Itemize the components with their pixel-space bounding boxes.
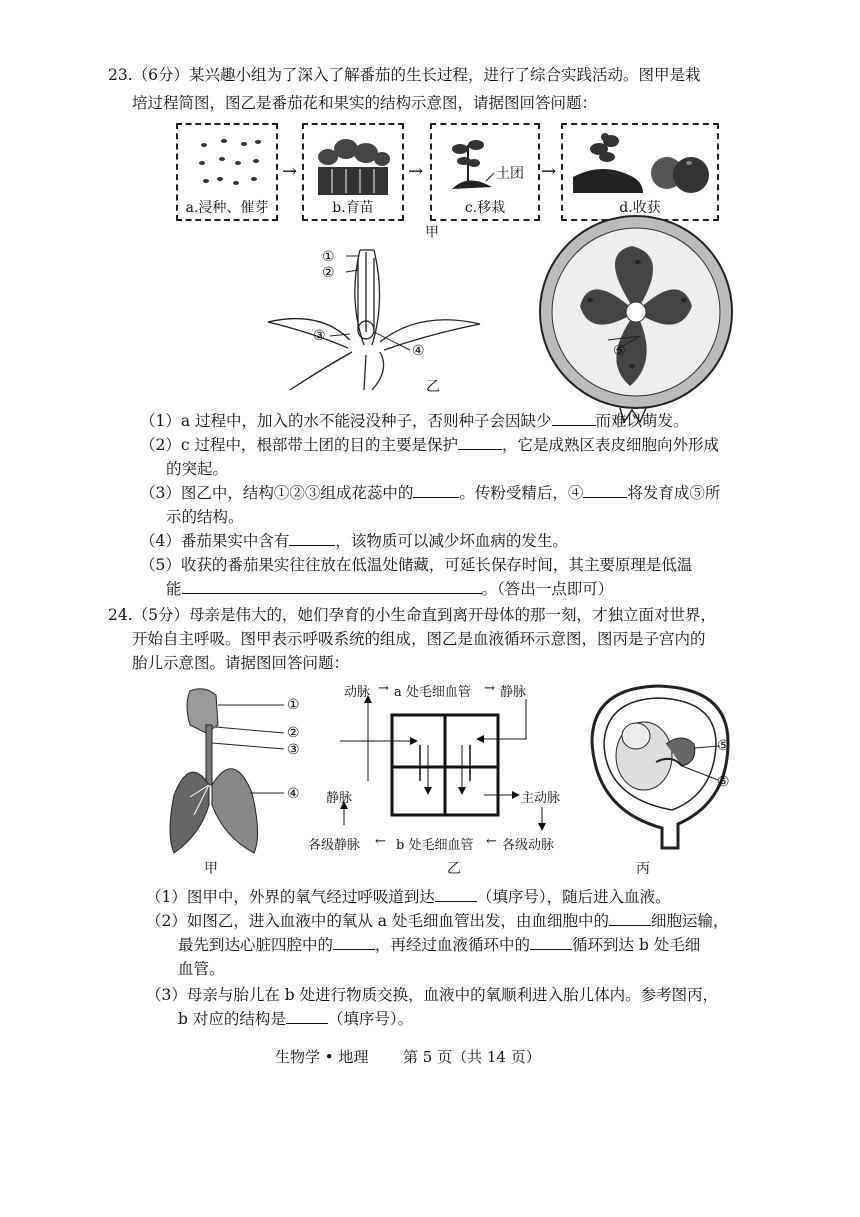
figure-bing-label: 丙	[636, 861, 650, 877]
q23-sub5-cont: 能 。（答出一点即可）	[166, 580, 614, 598]
q24-sub1: （1）图甲中，外界的氧气经过呼吸道到达 （填序号），随后进入血液。	[146, 888, 671, 906]
answer-blank[interactable]	[609, 911, 651, 926]
circ-top-left: 动脉	[344, 685, 371, 700]
resp-marker-1: ①	[287, 697, 300, 713]
seedling-tray-illustration	[304, 127, 402, 199]
arrow-icon: →	[408, 161, 424, 182]
q23-header: 23.（6分）某兴趣小组为了深入了解番茄的生长过程，进行了综合实践活动。图甲是栽	[108, 66, 701, 84]
footer-subject: 生物学 • 地理	[275, 1048, 369, 1066]
circ-bot-left: 各级静脉	[308, 838, 361, 853]
step-a-caption: a.浸种、催芽	[185, 200, 269, 216]
marker-2: ②	[322, 265, 335, 281]
answer-blank[interactable]	[552, 411, 596, 426]
q23-sub3-cont: 示的结构。	[166, 508, 244, 526]
answer-blank[interactable]	[435, 887, 477, 902]
answer-blank[interactable]	[289, 531, 335, 546]
answer-blank[interactable]	[413, 483, 459, 498]
answer-blank[interactable]	[458, 435, 502, 450]
q23-sub2: （2）c 过程中，根部带土团的目的主要是保护 ，它是成熟区表皮细胞向外形成	[140, 436, 719, 454]
arrow-icon: →	[282, 161, 298, 182]
resp-marker-3: ③	[287, 742, 300, 758]
step-b-caption: b.育苗	[332, 200, 374, 216]
q23-sub4: （4）番茄果实中含有 ，该物质可以减少坏血病的发生。	[140, 532, 568, 550]
seeds-illustration	[178, 129, 276, 199]
answer-blank[interactable]	[333, 935, 375, 950]
circ-bot-mid: b 处毛细血管	[396, 838, 474, 853]
step-d-caption: d.收获	[619, 200, 661, 216]
arrow-icon: →	[484, 681, 495, 696]
q23-sub5: （5）收获的番茄果实往往放在低温处储藏，可延长保存时间，其主要原理是低温	[140, 556, 693, 574]
arrow-icon: →	[378, 681, 389, 696]
q24-sub2: （2）如图乙，进入血液中的氧从 a 处毛细血管出发，由血细胞中的 细胞运输，	[146, 912, 729, 930]
answer-blank[interactable]	[286, 1009, 328, 1024]
q24-sub2-cont: 最先到达心脏四腔中的 ，再经过血液循环中的 循环到达 b 处毛细	[178, 936, 701, 954]
q24-sub3: （3）母亲与胎儿在 b 处进行物质交换，血液中的氧顺利进入胎儿体内。参考图丙，	[146, 986, 719, 1004]
answer-blank[interactable]	[530, 935, 572, 950]
resp-marker-4: ④	[287, 786, 300, 802]
q24-sub3-cont: b 对应的结构是 （填序号）。	[178, 1010, 414, 1028]
marker-5: ⑤	[613, 343, 626, 359]
marker-4: ④	[412, 343, 425, 359]
figure-jia-label: 甲	[425, 225, 439, 241]
circ-bot-right: 各级动脉	[502, 838, 555, 853]
flower-fruit-illustration	[260, 240, 780, 390]
circ-top-right: 静脉	[500, 685, 527, 700]
fetus-uterus-illustration	[582, 682, 742, 852]
resp-marker-2: ②	[287, 725, 300, 741]
q23-sub1: （1）a 过程中，加入的水不能浸没种子，否则种子会因缺少 而难以萌发。	[140, 412, 689, 430]
arrow-icon: →	[541, 161, 557, 182]
circ-top-mid: a 处毛细血管	[394, 685, 471, 700]
step-c-caption: c.移栽	[464, 200, 506, 216]
q24-sub2-end: 血管。	[178, 960, 225, 978]
arrow-icon: ←	[486, 834, 497, 849]
answer-blank[interactable]	[182, 579, 482, 594]
respiratory-system-illustration	[160, 685, 270, 865]
footer-page-number: 第 5 页（共 14 页）	[403, 1048, 541, 1066]
step-c-box	[430, 123, 540, 221]
harvest-illustration	[563, 127, 717, 199]
circ-mid-left: 静脉	[326, 791, 353, 806]
circ-mid-right: 主动脉	[521, 791, 561, 806]
figure-yi-label-2: 乙	[447, 861, 461, 877]
q23-sub2-cont: 的突起。	[166, 460, 229, 478]
q24-header-2: 开始自主呼吸。图甲表示呼吸系统的组成，图乙是血液循环示意图，图丙是子宫内的	[132, 630, 706, 648]
q23-header-2: 培过程简图，图乙是番茄花和果实的结构示意图，请据图回答问题：	[132, 94, 598, 112]
circulation-diagram	[330, 685, 560, 855]
soil-ball-label: 土团	[496, 166, 524, 182]
fetus-marker-6: ⑥	[717, 774, 730, 790]
step-d-box	[561, 123, 719, 221]
answer-blank[interactable]	[583, 483, 627, 498]
q23-sub3: （3）图乙中，结构①②③组成花蕊中的 。传粉受精后，④ 将发育成⑤所	[140, 484, 721, 502]
fetus-marker-5: ⑤	[717, 738, 730, 754]
figure-yi-label: 乙	[426, 379, 440, 395]
q24-header: 24.（5分）母亲是伟大的，她们孕育的小生命直到离开母体的那一刻，才独立面对世界，	[108, 606, 717, 624]
arrow-icon: ←	[375, 834, 386, 849]
figure-jia-label-2: 甲	[204, 861, 218, 877]
step-a-box	[176, 123, 278, 221]
marker-3: ③	[313, 328, 326, 344]
q24-header-3: 胎儿示意图。请据图回答问题：	[132, 654, 350, 672]
step-b-box	[302, 123, 404, 221]
marker-1: ①	[322, 249, 335, 265]
